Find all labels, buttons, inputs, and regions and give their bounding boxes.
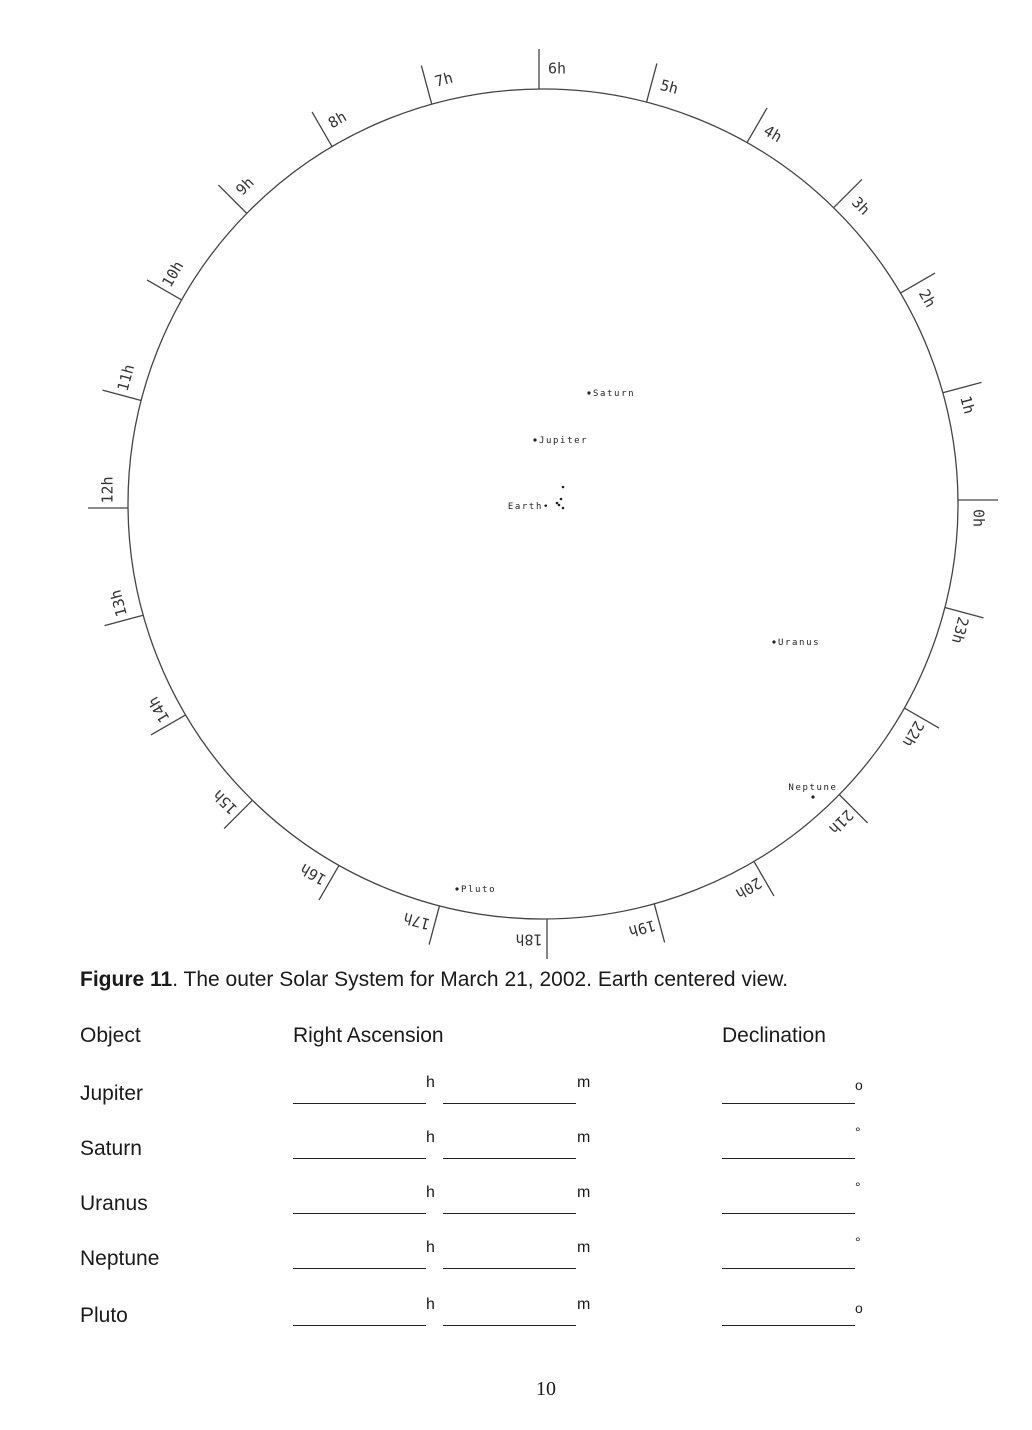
declination-blank-uranus[interactable] <box>722 1213 855 1214</box>
degree-symbol: ° <box>855 1124 861 1140</box>
planet-label: Neptune <box>788 783 838 793</box>
planet-label: Saturn <box>593 389 636 399</box>
pluto-marker <box>455 885 496 895</box>
minutes-unit: m <box>577 1074 591 1091</box>
row-name-neptune: Neptune <box>80 1247 160 1270</box>
planet-label: Jupiter <box>539 436 589 446</box>
planet-label: Earth• <box>507 502 550 512</box>
earth-marker <box>508 486 564 512</box>
page-number: 10 <box>536 1378 556 1400</box>
jupiter-marker <box>533 436 588 446</box>
hour-tick <box>647 63 657 102</box>
degree-symbol: o <box>855 1300 863 1316</box>
row-name-pluto: Pluto <box>80 1304 128 1327</box>
hour-label: 17h <box>401 908 433 934</box>
neptune-marker <box>788 783 837 799</box>
hour-label: 12h <box>98 476 117 504</box>
figure-number: Figure 11 <box>80 968 173 991</box>
declination-blank-saturn[interactable] <box>722 1158 855 1159</box>
row-name-uranus: Uranus <box>80 1192 148 1215</box>
degree-symbol: ° <box>855 1179 861 1195</box>
hours-unit: h <box>426 1296 435 1313</box>
hour-tick <box>421 66 431 105</box>
hour-label: 14h <box>144 693 174 726</box>
hour-label: 7h <box>432 68 455 91</box>
hour-label: 20h <box>732 873 765 903</box>
declination-blank-jupiter[interactable] <box>722 1103 855 1104</box>
hour-label: 21h <box>825 805 857 838</box>
caption-text: . The outer Solar System for March 21, 2002. Earth centered view. <box>172 968 789 991</box>
degree-symbol: o <box>855 1077 863 1093</box>
planet-label: Pluto <box>461 885 497 895</box>
hours-unit: h <box>426 1129 435 1146</box>
saturn-marker <box>587 389 635 399</box>
hours-unit: h <box>426 1184 435 1201</box>
ra-minutes-blank-jupiter[interactable] <box>443 1103 576 1104</box>
hour-label: 2h <box>914 286 940 311</box>
declination-blank-neptune[interactable] <box>722 1268 855 1269</box>
hour-label: 0h <box>969 508 988 528</box>
hour-label: 9h <box>232 173 258 199</box>
hour-label: 4h <box>760 121 786 147</box>
hours-unit: h <box>426 1074 435 1091</box>
hour-label: 13h <box>106 587 131 619</box>
hour-label: 10h <box>158 257 188 291</box>
minutes-unit: m <box>577 1184 591 1201</box>
hour-label: 23h <box>947 614 973 646</box>
minutes-unit: m <box>577 1296 591 1313</box>
hour-label: 18h <box>515 930 543 949</box>
ra-minutes-blank-saturn[interactable] <box>443 1158 576 1159</box>
minutes-unit: m <box>577 1239 591 1256</box>
hour-label: 22h <box>898 717 928 751</box>
ra-hours-blank-pluto[interactable] <box>293 1325 426 1326</box>
ra-hours-blank-jupiter[interactable] <box>293 1103 426 1104</box>
hours-unit: h <box>426 1239 435 1256</box>
header-declination: Declination <box>722 1024 826 1047</box>
degree-symbol: ° <box>855 1234 861 1250</box>
hour-label: 11h <box>113 362 139 394</box>
hour-label: 8h <box>325 107 350 133</box>
ra-hours-blank-neptune[interactable] <box>293 1268 426 1269</box>
ra-hours-blank-saturn[interactable] <box>293 1158 426 1159</box>
ra-hours-blank-uranus[interactable] <box>293 1213 426 1214</box>
hour-label: 16h <box>296 859 330 889</box>
planet-label: Uranus <box>778 638 821 648</box>
figure-caption <box>80 968 788 992</box>
hour-label: 1h <box>956 393 979 416</box>
hour-label: 3h <box>848 193 874 219</box>
hour-label: 15h <box>209 786 242 818</box>
hour-tick <box>943 382 982 392</box>
ra-minutes-blank-neptune[interactable] <box>443 1268 576 1269</box>
row-name-jupiter: Jupiter <box>80 1082 144 1105</box>
header-right-ascension: Right Ascension <box>293 1024 444 1047</box>
header-object: Object <box>80 1024 141 1047</box>
hour-label: 6h <box>547 59 567 78</box>
row-name-saturn: Saturn <box>80 1137 142 1160</box>
declination-blank-pluto[interactable] <box>722 1325 855 1326</box>
uranus-marker <box>772 638 820 648</box>
ra-minutes-blank-uranus[interactable] <box>443 1213 576 1214</box>
minutes-unit: m <box>577 1129 591 1146</box>
hour-label: 19h <box>626 916 658 941</box>
ra-minutes-blank-pluto[interactable] <box>443 1325 576 1326</box>
hour-label: 5h <box>658 75 681 98</box>
